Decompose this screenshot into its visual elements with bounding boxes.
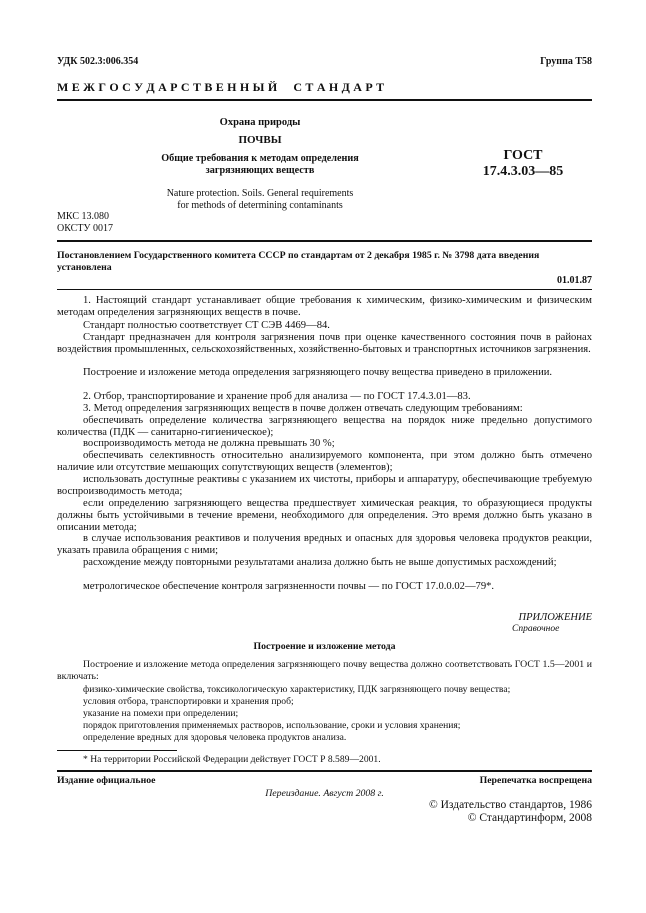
body-paragraph-4: Построение и изложение метода определения загрязняющего почву вещества приведено в приложении. bbox=[83, 367, 553, 378]
footnote: * На территории Российской Федерации действует ГОСТ Р 8.589—2001. bbox=[83, 754, 381, 765]
introduction-date: 01.01.87 bbox=[557, 275, 592, 286]
title-rule bbox=[57, 240, 592, 242]
body-paragraph-5: 2. Отбор, транспортирование и хранение проб для анализа — по ГОСТ 17.4.3.01—83. bbox=[83, 391, 471, 402]
body-paragraph-8: воспроизводимость метода не должна превышать 30 %; bbox=[83, 438, 335, 449]
body-paragraph-7: обеспечивать определение количества загрязняющего вещества на порядок ниже предельно допустимого количества (ПДК — санитарно-гигиеническое); bbox=[57, 415, 592, 439]
title-line-3: Общие требования к методам определения bbox=[161, 153, 359, 164]
appendix-label: ПРИЛОЖЕНИЕ bbox=[518, 612, 592, 623]
udk-code: УДК 502.3:006.354 bbox=[57, 56, 139, 67]
english-title-2: for methods of determining contaminants bbox=[177, 200, 343, 211]
body-paragraph-10: использовать доступные реактивы с указанием их чистоты, приборы и аппаратуру, обеспечивающие требуемую воспроизводимость метода; bbox=[57, 474, 592, 498]
body-paragraph-2: Стандарт полностью соответствует СТ СЭВ 4469—84. bbox=[83, 320, 330, 331]
body-paragraph-14: метрологическое обеспечение контроля загрязненности почвы — по ГОСТ 17.0.0.02—79*. bbox=[83, 581, 495, 592]
date-rule bbox=[57, 289, 592, 290]
reprint-prohibited: Перепечатка воспрещена bbox=[479, 775, 592, 786]
header-rule bbox=[57, 99, 592, 101]
copyright-1: © Издательство стандартов, 1986 bbox=[428, 799, 592, 811]
appendix-intro: Построение и изложение метода определения загрязняющего почву вещества должно соответствовать ГОСТ 1.5—2001 и включать: bbox=[57, 659, 592, 682]
reissue-note: Переиздание. Август 2008 г. bbox=[265, 788, 384, 799]
okstu-code: ОКСТУ 0017 bbox=[57, 223, 114, 234]
title-line-1: Охрана природы bbox=[219, 117, 301, 128]
appendix-item-2: условия отбора, транспортировки и хранения проб; bbox=[83, 696, 294, 707]
english-title-1: Nature protection. Soils. General requirements bbox=[166, 188, 354, 199]
copyright-2: © Стандартинформ, 2008 bbox=[467, 812, 592, 824]
gost-label: ГОСТ bbox=[503, 148, 543, 163]
body-paragraph-13: расхождение между повторными результатами анализа должно быть не выше допустимых расхождений; bbox=[83, 557, 557, 568]
appendix-item-3: указание на помехи при определении; bbox=[83, 708, 239, 719]
body-paragraph-3: Стандарт предназначен для контроля загрязнения почв при оценке качественного состояния почв в районах воздействия промышленных, сельскохозяйственных, хозяйственно-бытовых и транспортных источников загрязнения. bbox=[57, 332, 592, 356]
body-paragraph-9: обеспечивать селективность относительно анализируемого компонента, при этом должно быть отмечено наличие или отсутствие мешающих сопутствующих веществ (элементов); bbox=[57, 450, 592, 474]
title-line-2: ПОЧВЫ bbox=[238, 134, 282, 146]
gost-number: 17.4.3.03—85 bbox=[482, 164, 564, 179]
decree-text: Постановлением Государственного комитета СССР по стандартам от 2 декабря 1985 г. № 3798 дата введения установлена bbox=[57, 250, 540, 273]
body-paragraph-12: в случае использования реактивов и получения вредных и опасных для здоровья человека продуктов реакции, указать правила обращения с ними; bbox=[57, 533, 592, 557]
title-line-4: загрязняющих веществ bbox=[205, 165, 315, 176]
body-paragraph-1: 1. Настоящий стандарт устанавливает общие требования к химическим, физико-химическим и физическим методам определения загрязняющих веществ в почве. bbox=[57, 295, 592, 319]
footnote-rule bbox=[57, 750, 177, 751]
appendix-item-1: физико-химические свойства, токсикологическую характеристику, ПДК загрязняющего почву вещества; bbox=[83, 684, 511, 695]
body-paragraph-6: 3. Метод определения загрязняющих веществ в почве должен отвечать следующим требованиям: bbox=[83, 403, 523, 414]
official-edition: Издание официальное bbox=[57, 775, 156, 786]
mks-code: МКС 13.080 bbox=[57, 211, 109, 222]
body-paragraph-11: если определению загрязняющего вещества предшествует химическая реакция, то образующиеся продукты должны быть устойчивыми в течение времени, необходимого для определения. Это время должно быть указано в описании метода; bbox=[57, 498, 592, 534]
appendix-item-4: порядок приготовления применяемых растворов, использование, сроки и условия хранения; bbox=[83, 720, 461, 731]
group-code: Группа Т58 bbox=[540, 56, 592, 67]
footer-rule bbox=[57, 770, 592, 772]
appendix-item-5: определение вредных для здоровья человека продуктов анализа. bbox=[83, 732, 347, 743]
standard-title-spaced: М Е Ж Г О С У Д А Р С Т В Е Н Н Ы Й С Т А Н Д А Р Т bbox=[57, 80, 385, 94]
appendix-sublabel: Справочное bbox=[512, 624, 560, 634]
appendix-heading: Построение и изложение метода bbox=[253, 641, 396, 652]
